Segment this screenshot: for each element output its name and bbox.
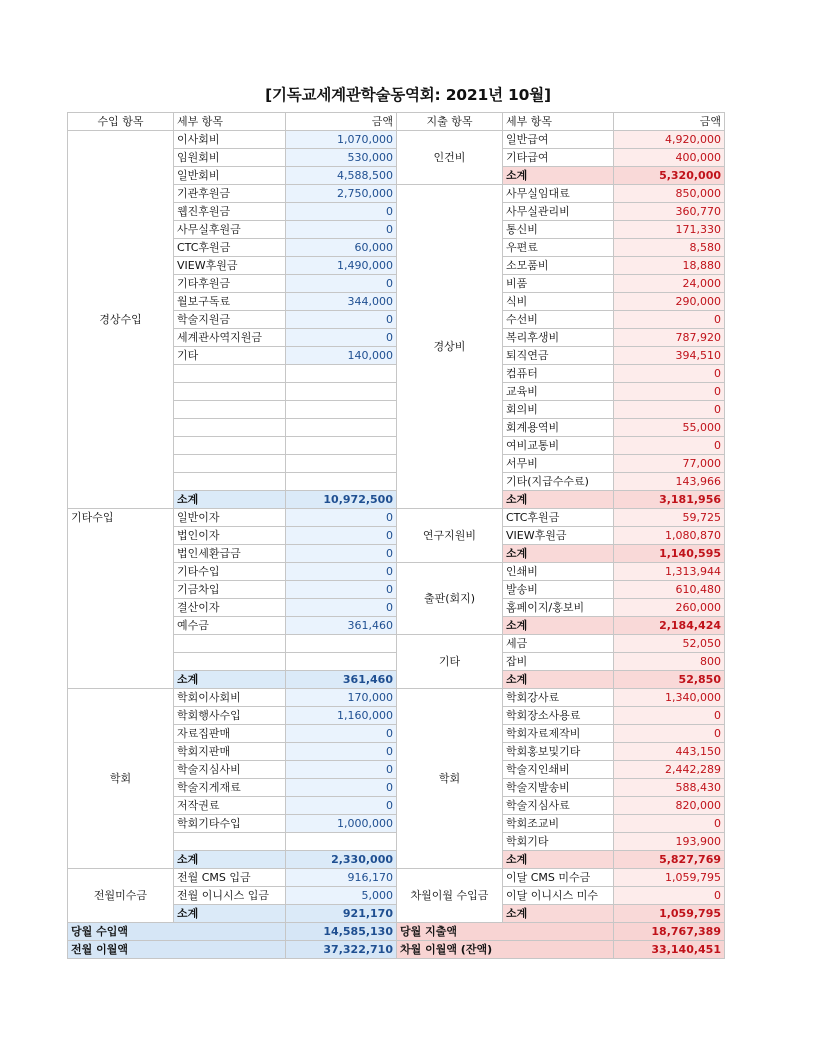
expense-item-amount: 0: [614, 707, 725, 725]
expense-item-name: 비품: [503, 275, 614, 293]
income-item-amount: 530,000: [286, 149, 397, 167]
income-item-name: 사무실후원금: [174, 221, 286, 239]
income-item-amount: 0: [286, 275, 397, 293]
report-body: [68, 131, 725, 923]
income-item-amount: 916,170: [286, 869, 397, 887]
expense-item-amount: 1,340,000: [614, 689, 725, 707]
income-item-amount: 0: [286, 311, 397, 329]
expense-item-name: VIEW후원금: [503, 527, 614, 545]
expense-item-amount: 0: [614, 887, 725, 905]
expense-subtotal-label: 소계: [503, 545, 614, 563]
income-blank-cell: [174, 455, 286, 473]
income-item-name: 학회기타수입: [174, 815, 286, 833]
income-subtotal-label: 소계: [174, 491, 286, 509]
expense-item-name: 퇴직연금: [503, 347, 614, 365]
expense-subtotal-amount: 52,850: [614, 671, 725, 689]
income-item-name: 일반회비: [174, 167, 286, 185]
income-subtotal-label: 소계: [174, 851, 286, 869]
expense-item-amount: 1,059,795: [614, 869, 725, 887]
income-item-name: 기금차입: [174, 581, 286, 599]
expense-item-amount: 0: [614, 401, 725, 419]
expense-category-cell: 기타: [397, 635, 503, 689]
expense-item-name: 사무실임대료: [503, 185, 614, 203]
income-blank-cell: [286, 419, 397, 437]
expense-item-amount: 0: [614, 311, 725, 329]
expense-item-amount: 0: [614, 725, 725, 743]
expense-subtotal-amount: 1,140,595: [614, 545, 725, 563]
expense-item-amount: 0: [614, 365, 725, 383]
expense-subtotal-amount: 2,184,424: [614, 617, 725, 635]
income-blank-cell: [286, 473, 397, 491]
income-item-amount: 140,000: [286, 347, 397, 365]
total-row-current: [68, 923, 725, 941]
expense-category-cell: 연구지원비: [397, 509, 503, 563]
income-subtotal-label: 소계: [174, 905, 286, 923]
income-item-amount: 0: [286, 779, 397, 797]
finance-report-table: [67, 112, 725, 959]
expense-item-amount: 820,000: [614, 797, 725, 815]
expense-item-name: 식비: [503, 293, 614, 311]
income-category-cell: 전월미수금: [68, 869, 174, 923]
income-item-name: 기타: [174, 347, 286, 365]
expense-item-name: 발송비: [503, 581, 614, 599]
income-blank-cell: [174, 401, 286, 419]
expense-subtotal-label: 소계: [503, 671, 614, 689]
expense-item-amount: 2,442,289: [614, 761, 725, 779]
expense-item-amount: 800: [614, 653, 725, 671]
expense-item-amount: 443,150: [614, 743, 725, 761]
income-item-name: 저작권료: [174, 797, 286, 815]
income-item-name: 결산이자: [174, 599, 286, 617]
expense-item-name: 컴퓨터: [503, 365, 614, 383]
expense-subtotal-amount: 5,320,000: [614, 167, 725, 185]
expense-total-amount: 18,767,389: [614, 923, 725, 941]
income-category-cell: 기타수입: [68, 509, 174, 689]
income-blank-cell: [286, 653, 397, 671]
income-blank-cell: [174, 365, 286, 383]
expense-item-amount: 8,580: [614, 239, 725, 257]
expense-item-name: 학회강사료: [503, 689, 614, 707]
income-item-name: 학회행사수입: [174, 707, 286, 725]
expense-item-amount: 55,000: [614, 419, 725, 437]
income-blank-cell: [286, 635, 397, 653]
table-row: [68, 869, 725, 887]
income-item-name: 학회이사회비: [174, 689, 286, 707]
expense-item-amount: 610,480: [614, 581, 725, 599]
income-item-name: 학회지판매: [174, 743, 286, 761]
expense-item-name: 이달 이니시스 미수: [503, 887, 614, 905]
income-item-amount: 0: [286, 743, 397, 761]
income-item-amount: 1,490,000: [286, 257, 397, 275]
expense-item-amount: 59,725: [614, 509, 725, 527]
total-row-carryover: [68, 941, 725, 959]
income-blank-cell: [286, 437, 397, 455]
income-item-amount: 344,000: [286, 293, 397, 311]
income-item-amount: 0: [286, 545, 397, 563]
expense-item-name: 기타(지급수수료): [503, 473, 614, 491]
expense-category-cell: 경상비: [397, 185, 503, 509]
income-subtotal-amount: 361,460: [286, 671, 397, 689]
income-item-name: 기타수입: [174, 563, 286, 581]
expense-item-name: 학회자료제작비: [503, 725, 614, 743]
expense-item-name: 기타급여: [503, 149, 614, 167]
income-item-amount: 4,588,500: [286, 167, 397, 185]
expense-subtotal-label: 소계: [503, 491, 614, 509]
income-item-name: 법인이자: [174, 527, 286, 545]
income-item-amount: 1,070,000: [286, 131, 397, 149]
expense-item-name: 서무비: [503, 455, 614, 473]
income-category-cell: 경상수입: [68, 131, 174, 509]
income-blank-cell: [286, 383, 397, 401]
expense-item-name: 교육비: [503, 383, 614, 401]
expense-item-name: 일반급여: [503, 131, 614, 149]
header-expense-category: 지출 항목: [397, 113, 503, 131]
expense-item-amount: 290,000: [614, 293, 725, 311]
income-item-name: 일반이자: [174, 509, 286, 527]
income-blank-cell: [174, 653, 286, 671]
expense-item-name: 세금: [503, 635, 614, 653]
expense-subtotal-amount: 1,059,795: [614, 905, 725, 923]
expense-item-amount: 850,000: [614, 185, 725, 203]
income-item-name: 기타후원금: [174, 275, 286, 293]
expense-item-name: 우편료: [503, 239, 614, 257]
expense-item-name: 학술지인쇄비: [503, 761, 614, 779]
income-total-label: 당월 수입액: [68, 923, 286, 941]
income-item-name: 학술지원금: [174, 311, 286, 329]
expense-item-amount: 77,000: [614, 455, 725, 473]
prev-carryover-amount: 37,322,710: [286, 941, 397, 959]
header-row: [68, 113, 725, 131]
prev-carryover-label: 전월 이월액: [68, 941, 286, 959]
expense-item-name: 학회조교비: [503, 815, 614, 833]
expense-item-name: 소모품비: [503, 257, 614, 275]
expense-subtotal-amount: 5,827,769: [614, 851, 725, 869]
income-item-amount: 2,750,000: [286, 185, 397, 203]
income-item-amount: 0: [286, 509, 397, 527]
income-category-cell: 학회: [68, 689, 174, 869]
table-row: [68, 131, 725, 149]
expense-subtotal-label: 소계: [503, 167, 614, 185]
expense-item-amount: 0: [614, 437, 725, 455]
expense-category-cell: 학회: [397, 689, 503, 869]
expense-item-amount: 260,000: [614, 599, 725, 617]
expense-item-name: 학술지심사료: [503, 797, 614, 815]
header-expense-item: 세부 항목: [503, 113, 614, 131]
income-item-name: CTC후원금: [174, 239, 286, 257]
header-expense-amount: 금액: [614, 113, 725, 131]
income-item-amount: 0: [286, 761, 397, 779]
header-income-category: 수입 항목: [68, 113, 174, 131]
header-income-amount: 금액: [286, 113, 397, 131]
income-blank-cell: [174, 473, 286, 491]
income-item-amount: 0: [286, 797, 397, 815]
expense-item-name: 회계용역비: [503, 419, 614, 437]
income-blank-cell: [286, 833, 397, 851]
expense-item-name: 홈페이지/홍보비: [503, 599, 614, 617]
income-item-name: VIEW후원금: [174, 257, 286, 275]
income-blank-cell: [174, 419, 286, 437]
expense-item-amount: 360,770: [614, 203, 725, 221]
expense-category-cell: 차월이월 수입금: [397, 869, 503, 923]
income-item-name: 예수금: [174, 617, 286, 635]
income-subtotal-label: 소계: [174, 671, 286, 689]
header-income-item: 세부 항목: [174, 113, 286, 131]
expense-item-name: 학술지발송비: [503, 779, 614, 797]
expense-item-name: 이달 CMS 미수금: [503, 869, 614, 887]
expense-item-amount: 171,330: [614, 221, 725, 239]
expense-subtotal-label: 소계: [503, 851, 614, 869]
expense-subtotal-amount: 3,181,956: [614, 491, 725, 509]
expense-item-name: 수선비: [503, 311, 614, 329]
expense-item-name: 회의비: [503, 401, 614, 419]
expense-item-name: 여비교통비: [503, 437, 614, 455]
expense-item-name: CTC후원금: [503, 509, 614, 527]
expense-item-amount: 1,080,870: [614, 527, 725, 545]
income-subtotal-amount: 10,972,500: [286, 491, 397, 509]
table-row: [68, 509, 725, 527]
income-item-amount: 0: [286, 563, 397, 581]
income-blank-cell: [174, 833, 286, 851]
income-item-name: 전월 이니시스 입금: [174, 887, 286, 905]
income-blank-cell: [286, 455, 397, 473]
expense-item-name: 사무실관리비: [503, 203, 614, 221]
income-item-amount: 361,460: [286, 617, 397, 635]
income-subtotal-amount: 2,330,000: [286, 851, 397, 869]
income-blank-cell: [174, 635, 286, 653]
expense-item-amount: 787,920: [614, 329, 725, 347]
income-item-amount: 0: [286, 527, 397, 545]
page-title: [기독교세계관학술동역회: 2021년 10월]: [265, 86, 551, 104]
income-item-amount: 60,000: [286, 239, 397, 257]
expense-item-amount: 24,000: [614, 275, 725, 293]
income-item-name: 기관후원금: [174, 185, 286, 203]
next-carryover-amount: 33,140,451: [614, 941, 725, 959]
table-row: [68, 689, 725, 707]
income-item-name: 학술지게재료: [174, 779, 286, 797]
income-total-amount: 14,585,130: [286, 923, 397, 941]
income-item-name: 월보구독료: [174, 293, 286, 311]
income-item-amount: 0: [286, 203, 397, 221]
expense-item-amount: 4,920,000: [614, 131, 725, 149]
expense-item-name: 통신비: [503, 221, 614, 239]
expense-category-cell: 출판(회지): [397, 563, 503, 635]
income-item-amount: 5,000: [286, 887, 397, 905]
expense-category-cell: 인건비: [397, 131, 503, 185]
expense-item-amount: 394,510: [614, 347, 725, 365]
expense-item-name: 학회장소사용료: [503, 707, 614, 725]
income-item-name: 임원회비: [174, 149, 286, 167]
expense-item-amount: 52,050: [614, 635, 725, 653]
income-blank-cell: [286, 365, 397, 383]
expense-subtotal-label: 소계: [503, 617, 614, 635]
income-item-name: 세계관사역지원금: [174, 329, 286, 347]
income-item-name: 자료집판매: [174, 725, 286, 743]
expense-item-amount: 400,000: [614, 149, 725, 167]
expense-total-label: 당월 지출액: [397, 923, 614, 941]
income-blank-cell: [174, 437, 286, 455]
expense-item-amount: 1,313,944: [614, 563, 725, 581]
income-item-amount: 0: [286, 329, 397, 347]
income-blank-cell: [286, 401, 397, 419]
expense-item-name: 인쇄비: [503, 563, 614, 581]
income-item-amount: 1,000,000: [286, 815, 397, 833]
expense-subtotal-label: 소계: [503, 905, 614, 923]
income-blank-cell: [174, 383, 286, 401]
income-item-amount: 1,160,000: [286, 707, 397, 725]
expense-item-amount: 18,880: [614, 257, 725, 275]
income-item-amount: 0: [286, 221, 397, 239]
income-item-amount: 0: [286, 725, 397, 743]
income-item-name: 학술지심사비: [174, 761, 286, 779]
income-item-name: 웹진후원금: [174, 203, 286, 221]
expense-item-name: 학회홍보및기타: [503, 743, 614, 761]
expense-item-amount: 0: [614, 815, 725, 833]
income-item-name: 이사회비: [174, 131, 286, 149]
income-item-amount: 0: [286, 599, 397, 617]
income-item-amount: 0: [286, 581, 397, 599]
expense-item-amount: 193,900: [614, 833, 725, 851]
income-item-name: 법인세환급금: [174, 545, 286, 563]
income-subtotal-amount: 921,170: [286, 905, 397, 923]
income-item-name: 전월 CMS 입금: [174, 869, 286, 887]
next-carryover-label: 차월 이월액 (잔액): [397, 941, 614, 959]
expense-item-amount: 588,430: [614, 779, 725, 797]
expense-item-name: 복리후생비: [503, 329, 614, 347]
expense-item-name: 잡비: [503, 653, 614, 671]
expense-item-amount: 0: [614, 383, 725, 401]
income-item-amount: 170,000: [286, 689, 397, 707]
expense-item-amount: 143,966: [614, 473, 725, 491]
expense-item-name: 학회기타: [503, 833, 614, 851]
